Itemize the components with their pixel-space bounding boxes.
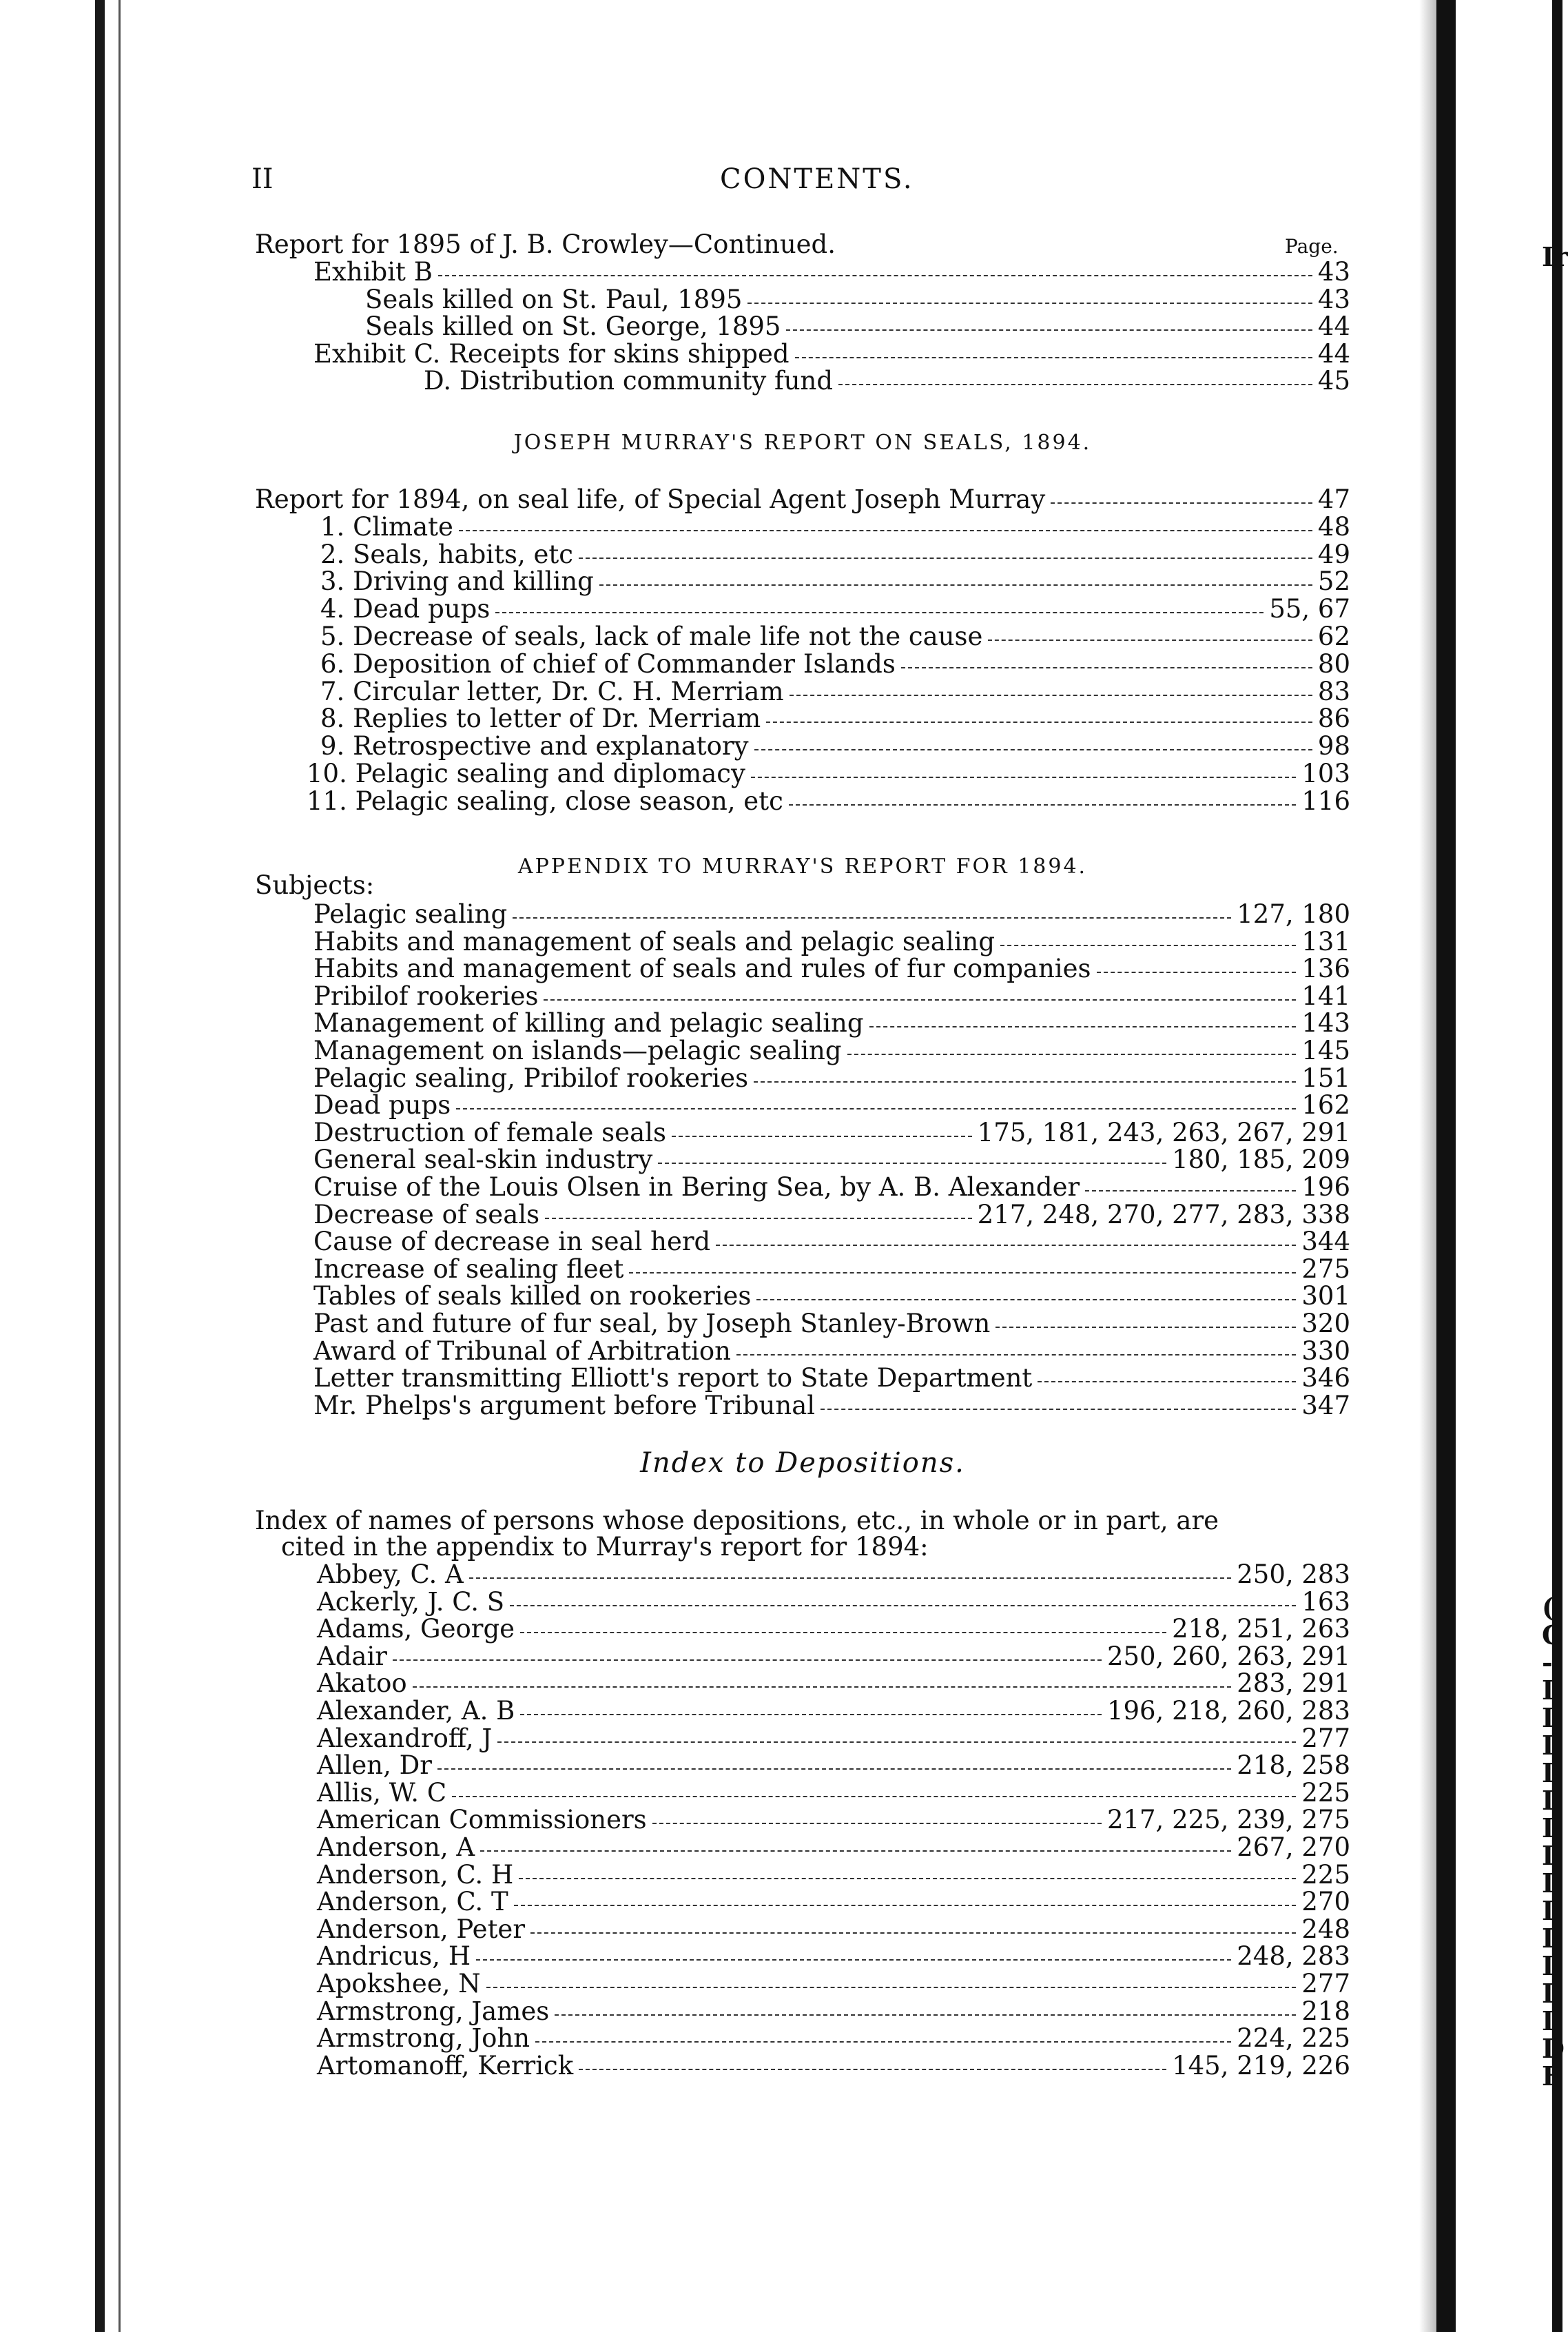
entry-page: 55, 67 [1269,594,1350,624]
appendix-entry [313,1256,1350,1283]
entry-label: Artomanoff, Kerrick [317,2050,574,2080]
facing-page-glyph: D [1542,2033,1565,2064]
dot-leader [437,1768,1231,1770]
appendix-entry [313,1392,1350,1420]
depositions-intro-line2: cited in the appendix to Murray's report for 1894: [281,1532,929,1562]
dot-leader [1000,945,1296,946]
appendix-entry [313,1146,1350,1174]
entry-page: 218 [1301,1996,1350,2026]
entry-page: 250, 283 [1237,1559,1350,1589]
entry-page: 98 [1317,731,1350,761]
depositions-entry [317,1561,1350,1588]
entry-label: Andricus, H [317,1941,471,1972]
facing-page-glyph: I [1542,1675,1554,1706]
depositions-entry [317,1615,1350,1643]
dot-leader [629,1272,1296,1274]
entry-page: 175, 181, 243, 263, 267, 291 [977,1117,1350,1147]
murray-entry [307,788,1350,815]
entry-label: Ackerly, J. C. S [317,1586,505,1617]
appendix-section-heading: APPENDIX TO MURRAY'S REPORT FOR 1894. [517,855,1088,879]
dot-leader [480,1850,1231,1852]
depositions-entry [317,1752,1350,1779]
depositions-entry [317,1806,1350,1834]
appendix-entry [313,1065,1350,1092]
entry-label: 2. Seals, habits, etc [320,539,573,569]
entry-page: 116 [1301,786,1350,816]
entry-label: Management on islands—pelagic sealing [313,1036,842,1065]
entry-label: Cruise of the Louis Olsen in Bering Sea, by A. B. Alexander [313,1172,1080,1202]
entry-page: 145 [1301,1036,1350,1065]
entry-page: 347 [1301,1390,1350,1420]
entry-label: Anderson, A [317,1832,475,1862]
murray-entry [320,595,1350,623]
depositions-entry [317,1697,1350,1725]
depositions-entry [317,1725,1350,1752]
dot-leader [545,1218,972,1219]
dot-leader [599,584,1312,586]
facing-page-glyph: I [1542,1923,1554,1954]
dot-leader [795,357,1312,358]
entry-page: 83 [1317,676,1350,706]
entry-page: 80 [1317,648,1350,679]
murray-section-heading: JOSEPH MURRAY'S REPORT ON SEALS, 1894. [513,431,1092,455]
dot-leader [1038,1381,1296,1382]
entry-label: 4. Dead pups [320,594,491,624]
murray-entry [320,513,1350,541]
depositions-entry [317,1888,1350,1916]
dot-leader [754,1081,1296,1083]
dot-leader [476,1959,1231,1961]
entry-page: 267, 270 [1237,1832,1350,1862]
dot-leader [847,1054,1297,1055]
entry-label: Armstrong, James [317,1996,550,2026]
running-title: CONTENTS. [720,163,914,195]
crowley-entry [365,313,1350,340]
entry-page: 163 [1301,1586,1350,1617]
entry-label: 10. Pelagic sealing and diplomacy [307,759,745,788]
entry-page: 218, 258 [1237,1750,1350,1781]
entry-label: 7. Circular letter, Dr. C. H. Merriam [320,676,784,706]
depositions-entry [317,1998,1350,2025]
appendix-entry [313,1037,1350,1065]
entry-label: 6. Deposition of chief of Commander Islands [320,648,896,679]
entry-page: 127, 180 [1237,899,1350,929]
entry-page: 43 [1317,284,1350,314]
appendix-entry [313,1201,1350,1229]
dot-leader [786,329,1312,331]
entry-page: 248, 283 [1237,1941,1350,1972]
dot-leader [459,530,1312,531]
entry-label: Seals killed on St. George, 1895 [365,311,781,341]
entry-label: Adams, George [317,1614,515,1644]
entry-page: 47 [1317,484,1350,514]
entry-label: Tables of seals killed on rookeries [313,1281,752,1311]
depositions-heading: Index to Depositions. [640,1447,965,1479]
facing-page-top-glyph: Ir [1542,241,1568,272]
entry-label: Anderson, C. H [317,1859,514,1890]
entry-page: 103 [1301,759,1350,788]
entry-page: 217, 248, 270, 277, 283, 338 [977,1199,1350,1229]
dot-leader [514,1905,1297,1906]
entry-label: Letter transmitting Elliott's report to State Department [313,1363,1033,1393]
appendix-entry [313,1310,1350,1338]
entry-page: 131 [1301,926,1350,957]
entry-page: 320 [1301,1309,1350,1338]
dot-leader [579,2069,1166,2070]
entry-label: General seal-skin industry [313,1145,653,1175]
dot-leader [544,999,1296,1001]
entry-label: Armstrong, John [317,2023,530,2054]
entry-page: 86 [1317,704,1350,734]
murray-entry [320,648,1350,679]
appendix-entry [313,1282,1350,1310]
entry-label: American Commissioners [317,1805,647,1835]
appendix-entry [313,1174,1350,1201]
entry-page: 283, 291 [1237,1668,1350,1699]
facing-page-glyph: I [1542,1978,1554,2009]
depositions-entry [317,1943,1350,1970]
dot-leader [393,1659,1102,1661]
entry-label: Decrease of seals [313,1199,540,1229]
murray-entry [320,733,1350,760]
murray-entry [320,568,1350,595]
appendix-entry [313,983,1350,1010]
entry-page: 224, 225 [1237,2023,1350,2054]
dot-leader [736,1354,1296,1356]
facing-page-glyph: ( [1542,1592,1554,1623]
binding-edge [95,0,105,2332]
dot-leader [754,749,1312,750]
dot-leader [789,804,1297,806]
entry-label: Management of killing and pelagic sealing [313,1008,864,1039]
dot-leader [510,1605,1296,1606]
depositions-entry [317,1970,1350,1998]
depositions-intro-line1: Index of names of persons whose depositions, etc., in whole or in part, are [255,1506,1219,1535]
depositions-entry [317,1834,1350,1861]
entry-page: 180, 185, 209 [1172,1145,1350,1175]
entry-page: 49 [1317,539,1350,569]
dot-leader [652,1823,1102,1824]
dot-leader [486,1987,1297,1988]
entry-label: Apokshee, N [317,1969,481,1998]
entry-page: 346 [1301,1363,1350,1393]
entry-page: 344 [1301,1227,1350,1257]
entry-label: 5. Decrease of seals, lack of male life not the cause [320,622,983,651]
entry-label: Abbey, C. A [317,1559,464,1589]
entry-page: 277 [1301,1723,1350,1753]
entry-page: 330 [1301,1336,1350,1366]
dot-leader [1097,972,1297,973]
entry-page: 225 [1301,1859,1350,1890]
dot-leader [869,1026,1297,1027]
entry-label: Pelagic sealing, Pribilof rookeries [313,1063,749,1093]
dot-leader [838,384,1312,385]
depositions-entry [317,1916,1350,1943]
dot-leader [456,1108,1296,1109]
entry-label: Increase of sealing fleet [313,1254,624,1284]
facing-page-glyph: F [1542,2060,1560,2091]
entry-label: Award of Tribunal of Arbitration [313,1336,731,1366]
dot-leader [790,695,1312,696]
entry-label: Past and future of fur seal, by Joseph Stanley-Brown [313,1309,991,1338]
depositions-entry [317,1670,1350,1697]
crowley-section-title: Report for 1895 of J. B. Crowley—Continued. [255,229,836,259]
depositions-entry [317,1588,1350,1616]
dot-leader [658,1163,1166,1164]
entry-page: 48 [1317,511,1350,542]
entry-page: 196, 218, 260, 283 [1106,1696,1350,1726]
entry-label: Adair [317,1641,387,1671]
dot-leader [751,777,1296,778]
entry-page: 136 [1301,954,1350,984]
entry-page: 301 [1301,1281,1350,1311]
depositions-entry [317,1779,1350,1807]
entry-label: Destruction of female seals [313,1117,666,1147]
appendix-entry [313,1228,1350,1256]
entry-label: 1. Climate [320,511,453,542]
scan-left-margin [0,0,95,2332]
entry-label: 8. Replies to letter of Dr. Merriam [320,704,761,734]
entry-page: 275 [1301,1254,1350,1284]
entry-label: 3. Driving and killing [320,566,594,597]
appendix-entry [313,901,1350,928]
entry-page: 45 [1317,366,1350,396]
entry-page: 196 [1301,1172,1350,1202]
dot-leader [672,1136,972,1137]
facing-page-glyph: I [1542,1812,1554,1843]
facing-page-glyph: I [1542,1895,1554,1926]
entry-label: Allen, Dr [317,1750,432,1781]
murray-entry [320,705,1350,733]
gutter-shadow [1419,0,1436,2332]
crowley-entry [313,340,1350,368]
entry-page: 217, 225, 239, 275 [1106,1805,1350,1835]
murray-entry [307,760,1350,788]
dot-leader [1051,502,1312,504]
entry-label: Mr. Phelps's argument before Tribunal [313,1390,816,1420]
entry-label: 9. Retrospective and explanatory [320,731,749,761]
entry-page: 43 [1317,257,1350,287]
entry-label: Pelagic sealing [313,899,508,929]
facing-page-glyph: I [1542,1785,1554,1816]
entry-page: 145, 219, 226 [1172,2050,1350,2080]
dot-leader [520,1632,1166,1633]
entry-page: 62 [1317,622,1350,651]
dot-leader [1085,1190,1296,1191]
entry-page: 44 [1317,338,1350,369]
dot-leader [469,1577,1232,1579]
entry-label: Anderson, C. T [317,1887,508,1917]
dot-leader [497,1741,1296,1743]
facing-page-glyph: - [1542,1647,1553,1678]
dot-leader [821,1409,1296,1410]
dot-leader [988,640,1312,641]
depositions-entry [317,2025,1350,2052]
entry-label: Pribilof rookeries [313,981,539,1011]
entry-page: 141 [1301,981,1350,1011]
dot-leader [530,1932,1296,1934]
entry-page: 218, 251, 263 [1172,1614,1350,1644]
page-number: II [251,163,274,195]
depositions-entry [317,1643,1350,1670]
appendix-entry [313,1092,1350,1119]
entry-label: Anderson, Peter [317,1914,526,1944]
entry-page: 270 [1301,1887,1350,1917]
entry-page: 162 [1301,1090,1350,1121]
murray-entry [320,623,1350,651]
facing-page-glyph: I [1542,1950,1554,1981]
entry-label: Habits and management of seals and rules of fur companies [313,954,1091,984]
entry-label: Exhibit B [313,257,433,287]
page-gutter [1436,0,1456,2332]
appendix-entry [313,1010,1350,1037]
facing-page-glyph: I [1542,1702,1554,1733]
dot-leader [495,612,1263,613]
entry-page: 248 [1301,1914,1350,1944]
dot-leader [513,917,1231,919]
appendix-entry [313,1364,1350,1392]
entry-label: Report for 1894, on seal life, of Special Agent Joseph Murray [255,484,1046,514]
depositions-entry [317,1861,1350,1889]
dot-leader [535,2041,1231,2043]
entry-label: D. Distribution community fund [424,366,834,396]
appendix-entry [313,928,1350,956]
facing-page-glyph: I [1542,1868,1554,1899]
appendix-entry [313,1119,1350,1147]
entry-page: 225 [1301,1777,1350,1808]
murray-entry [320,541,1350,569]
dot-leader [438,275,1312,276]
binding-edge-inner [118,0,121,2332]
dot-leader [766,722,1312,723]
dot-leader [901,667,1312,668]
murray-entry [255,486,1350,513]
depositions-entry [317,2052,1350,2080]
entry-label: 11. Pelagic sealing, close season, etc [307,786,783,816]
entry-page: 250, 260, 263, 291 [1106,1641,1350,1671]
facing-page-glyph: I [1542,1840,1554,1871]
entry-label: Allis, W. C [317,1777,447,1808]
entry-label: Cause of decrease in seal herd [313,1227,711,1257]
page-column-label: Page. [1285,235,1339,258]
entry-label: Exhibit C. Receipts for skins shipped [313,338,790,369]
entry-label: Alexandroff, J [317,1723,493,1753]
entry-page: 151 [1301,1063,1350,1093]
appendix-entry [313,1338,1350,1365]
dot-leader [716,1245,1296,1246]
entry-page: 44 [1317,311,1350,341]
dot-leader [413,1686,1232,1688]
crowley-entry [313,258,1350,286]
murray-entry [320,678,1350,706]
entry-page: 52 [1317,566,1350,597]
entry-label: Dead pups [313,1090,451,1121]
crowley-entry [365,286,1350,314]
dot-leader [555,2014,1296,2016]
dot-leader [452,1796,1296,1797]
dot-leader [756,1299,1296,1300]
dot-leader [519,1878,1296,1879]
facing-page-glyph: I [1542,1730,1554,1761]
appendix-entry [313,955,1350,983]
facing-page-glyph: I [1542,1757,1554,1788]
dot-leader [747,303,1312,304]
facing-page-glyph: C [1542,1619,1563,1650]
entry-page: 277 [1301,1969,1350,1998]
dot-leader [996,1327,1296,1328]
entry-label: Habits and management of seals and pelagic sealing [313,926,996,957]
dot-leader [520,1714,1102,1715]
entry-page: 143 [1301,1008,1350,1039]
subjects-label: Subjects: [255,870,375,900]
entry-label: Akatoo [317,1668,407,1699]
crowley-entry [424,367,1350,395]
entry-label: Alexander, A. B [317,1696,515,1726]
entry-label: Seals killed on St. Paul, 1895 [365,284,743,314]
facing-page-glyph: I [1542,2005,1554,2036]
dot-leader [579,558,1312,559]
